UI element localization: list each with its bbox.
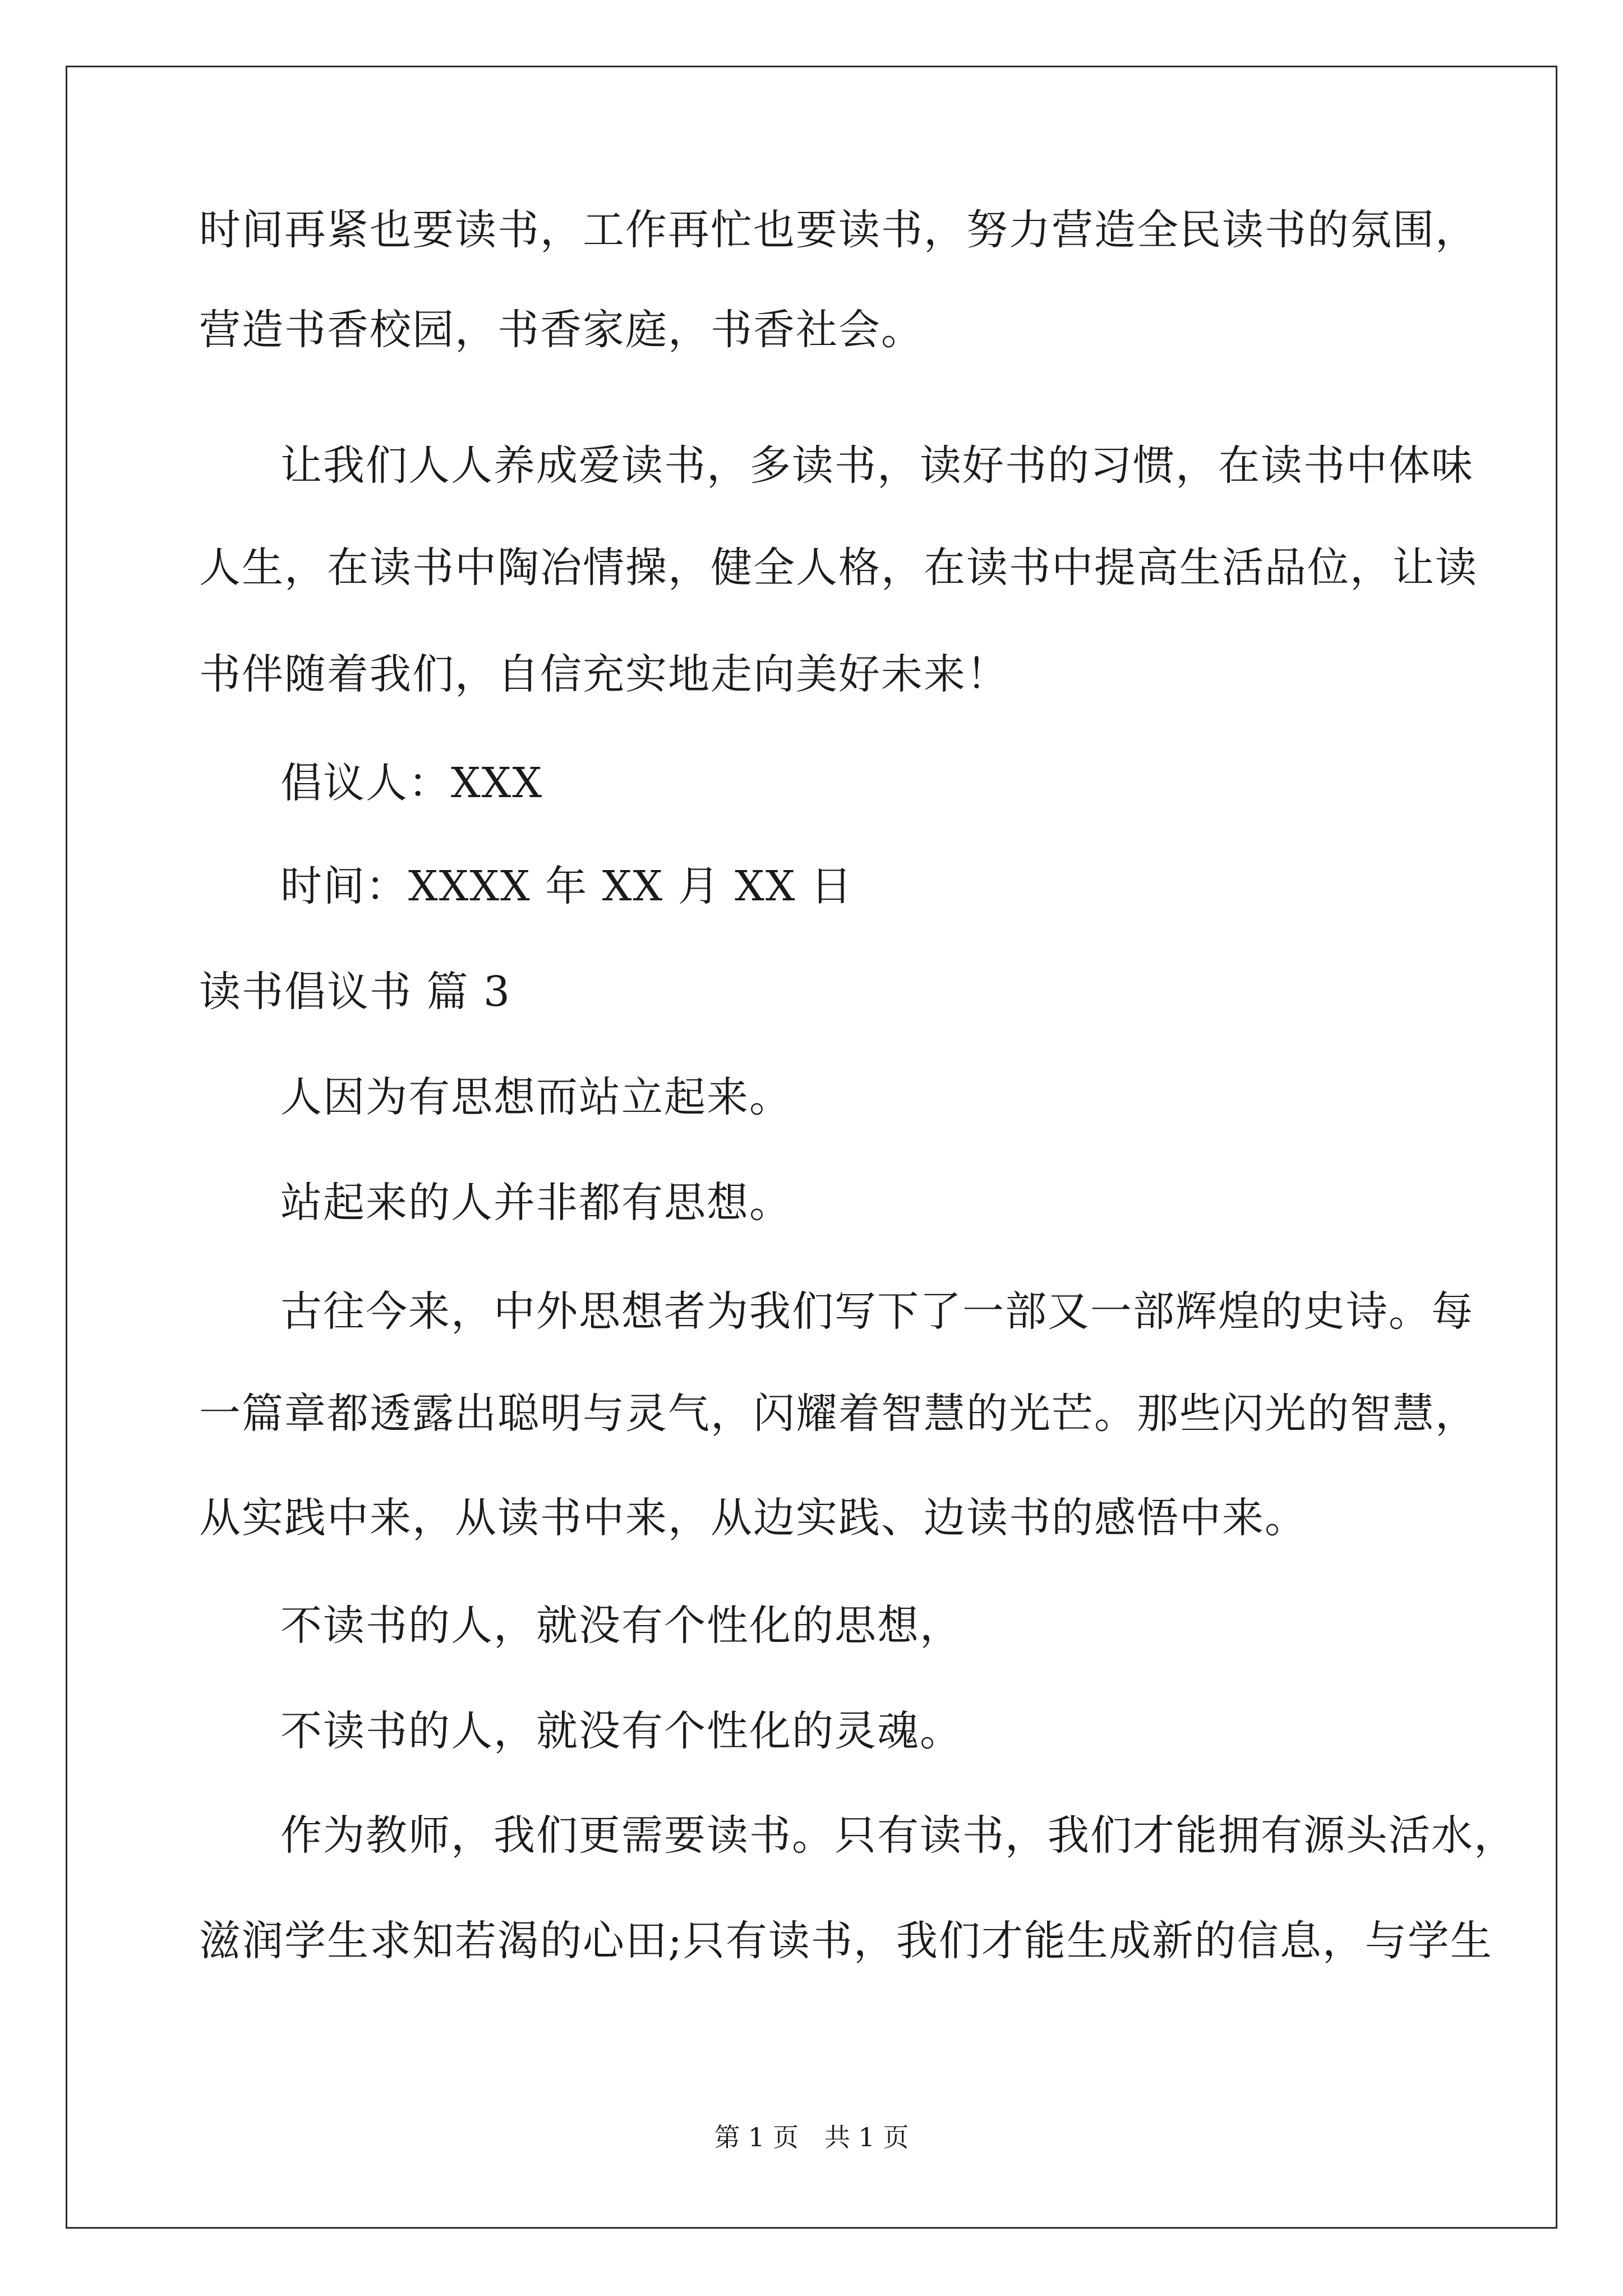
text-line: 不读书的人，就没有个性化的灵魂。	[280, 1707, 962, 1755]
date-line: 时间：XXXX 年 XX 月 XX 日	[280, 862, 854, 910]
text-line: 古往今来，中外思想者为我们写下了一部又一部辉煌的史诗。每	[280, 1287, 1474, 1336]
text-line: 人生，在读书中陶冶情操，健全人格，在读书中提高生活品位，让读	[199, 544, 1478, 592]
text-line: 作为教师，我们更需要读书。只有读书，我们才能拥有源头活水，	[280, 1811, 1516, 1860]
text-line: 滋润学生求知若渴的心田;只有读书，我们才能生成新的信息，与学生	[199, 1917, 1493, 1965]
signature-line: 倡议人：XXX	[280, 759, 543, 807]
page-footer: 第 1 页 共 1 页	[714, 2122, 909, 2152]
section-heading: 读书倡议书 篇 3	[199, 968, 511, 1016]
text-line: 书伴随着我们，自信充实地走向美好未来！	[199, 650, 1009, 698]
text-line: 不读书的人，就没有个性化的思想，	[280, 1602, 962, 1650]
text-line: 让我们人人养成爱读书，多读书，读好书的习惯，在读书中体味	[280, 441, 1474, 490]
text-line: 营造书香校园，书香家庭，书香社会。	[199, 306, 924, 354]
page-border	[66, 66, 1557, 2229]
text-line: 站起来的人并非都有思想。	[280, 1179, 792, 1227]
text-line: 人因为有思想而站立起来。	[280, 1073, 792, 1121]
text-line: 一篇章都透露出聪明与灵气，闪耀着智慧的光芒。那些闪光的智慧，	[199, 1389, 1478, 1438]
text-line: 从实践中来，从读书中来，从边实践、边读书的感悟中来。	[199, 1494, 1307, 1542]
text-line: 时间再紧也要读书，工作再忙也要读书，努力营造全民读书的氛围，	[199, 206, 1478, 254]
